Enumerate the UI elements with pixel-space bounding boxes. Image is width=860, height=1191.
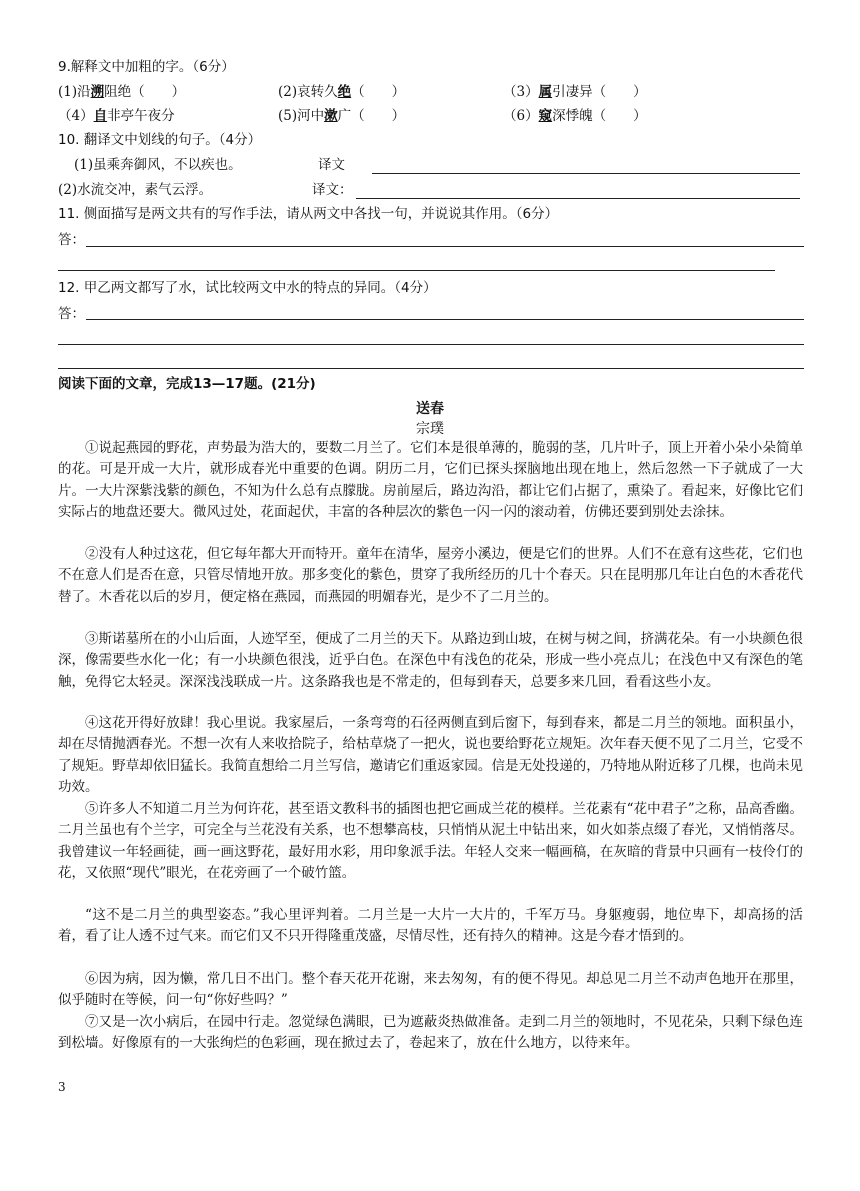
article-paragraph-3: ③斯诺墓所在的小山后面，人迹罕至，便成了二月兰的天下。从路边到山坡，在树与树之间，挤满花朵。有一小块颜色很深，像需要些水化一化；有一小块颜色很浅，近乎白色。在深色中有浅色的花朵，形成一些小亮点儿；在浅色中又有深色的笔触，免得它太轻灵。深深浅浅联成一片。这条路我也是不常走的，但每到春天，总要多来几回，看看这些小友。 (58, 631, 803, 690)
q9-stem: 9.解释文中加粗的字。（6分） (58, 59, 235, 75)
q9-item-6-pre: （6） (503, 108, 539, 124)
article-paragraph-5: ⑤许多人不知道二月兰为何许花，甚至语文教科书的插图也把它画成兰花的模样。兰花素有“花中君子”之称，品高香幽。二月兰虽也有个兰字，可完全与兰花没有关系，也不想攀高枝，只悄悄从泥土中钻出来，如火如荼点缀了春光，又悄悄落尽。我曾建议一年轻画徒，画一画这野花，最好用水彩，用印象派手法。年轻人交来一幅画稿，在灰暗的背景中只画有一枝伶仃的花，又依照“现代”眼光，在花旁画了一个破竹篮。 (58, 801, 803, 882)
q9-item-1-bold: 溯 (90, 84, 105, 100)
q9-item-4 (58, 106, 175, 126)
article-paragraph-7: ⑦又是一次小病后，在园中行走。忽觉绿色满眼，已为遮蔽炎热做准备。走到二月兰的领地时，不见花朵，只剩下绿色连到松墙。好像原有的一大张绚烂的色彩画，现在掀过去了，卷起来了，放在什么地方，以待来年。 (58, 1014, 803, 1052)
q9-item-1-pre: (1)沿 (58, 84, 91, 100)
q9-item-2-pre: (2)哀转久 (278, 84, 338, 100)
q10-label-2: 译文： (312, 182, 353, 198)
q9-item-1-post: 阻绝（ ） (104, 84, 186, 100)
article-paragraph-1: ①说起燕园的野花，声势最为浩大的，要数二月兰了。它们本是很单薄的，脆弱的茎，几片叶子，顶上开着小朵小朵简单的花。可是开成一大片，就形成春光中重要的色调。阴历二月，它们已探头探脑地出现在地上，然后忽然一下子就成了一大片。一大片深紫浅紫的颜色，不知为什么总有点朦胧。房前屋后，路边沟沿，都让它们占据了，熏染了。看起来，好像比它们实际占的地盘还要大。微风过处，花面起伏，丰富的各种层次的紫色一闪一闪的滚动着，仿佛还要到别处去涂抹。 (58, 440, 803, 521)
article-paragraph-6: ⑥因为病，因为懒，常几日不出门。整个春天花开花谢，来去匆匆，有的便不得见。却总见二月兰不动声色地开在那里，似乎随时在等候，问一句“你好些吗？” (58, 971, 803, 1009)
q11-stem: 11. 侧面描写是两文共有的写作手法，请从两文中各找一句，并说说其作用。（6分） (58, 206, 559, 222)
q11-answer-line-2 (58, 270, 775, 271)
q9-item-5-pre: (5)河中 (278, 108, 325, 124)
q11-answer-label: 答： (58, 232, 85, 248)
q9-item-3-bold: 属 (538, 84, 553, 100)
article-paragraph-5b: “这不是二月兰的典型姿态。”我心里评判着。二月兰是一大片一大片的，千军万马。身躯瘦弱，地位卑下，却高扬的活着，看了让人透不过气来。而它们又不只开得隆重茂盛，尽情尽性，还有持久的精神。这是今春才悟到的。 (58, 907, 803, 945)
q12-stem: 12. 甲乙两文都写了水，试比较两文中水的特点的异同。（4分） (58, 280, 437, 296)
q11-answer-line-1 (86, 246, 804, 247)
q12-answer-label: 答： (58, 306, 85, 322)
q9-item-6-post: 深悸魄（ ） (552, 108, 647, 124)
q10-answer-line-1 (372, 173, 800, 174)
q9-item-4-bold: 自 (93, 108, 108, 124)
article-paragraph-4: ④这花开得好放肆！我心里说。我家屋后，一条弯弯的石径两侧直到后窗下，每到春来，都是二月兰的领地。面积虽小，却在尽情抛洒春光。不想一次有人来收拾院子，给枯草烧了一把火，说也要给野花立规矩。次年春天便不见了二月兰，它受不了规矩。野草却依旧猛长。我简直想给二月兰写信，邀请它们重返家园。信是无处投递的，乃特地从附近移了几棵，也尚未见功效。 (58, 715, 803, 796)
page-number: 3 (58, 1080, 66, 1094)
article-title: 送春 (416, 401, 444, 417)
article-paragraph-2: ②没有人种过这花，但它每年都大开而特开。童年在清华，屋旁小溪边，便是它们的世界。人们不在意有这些花，它们也不在意人们是否在意，只管尽情地开放。那多变化的紫色，贯穿了我所经历的几十个春天。只在昆明那几年让白色的木香花代替了。木香花以后的岁月，便定格在燕园，而燕园的明媚春光，是少不了二月兰的。 (58, 546, 803, 605)
q9-item-6-bold: 窥 (538, 108, 553, 124)
q9-item-5-bold: 漱 (324, 108, 338, 124)
reading-instruction: 阅读下面的文章，完成13—17题。(21分) (58, 376, 316, 392)
q10-label-1: 译文 (318, 157, 345, 173)
article-author: 宗璞 (416, 421, 444, 437)
q12-answer-line-2 (58, 344, 804, 345)
q9-item-5-post: 广（ ） (337, 108, 406, 124)
q9-item-3-pre: （3） (503, 84, 539, 100)
q9-item-1 (58, 82, 185, 102)
q9-item-2-bold: 绝 (337, 84, 352, 100)
q10-sentence-1: (1)虽乘奔御风，不以疾也。 (74, 157, 242, 173)
q9-item-4-post: 非亭午夜分 (107, 108, 175, 124)
q10-stem: 10. 翻译文中划线的句子。（4分） (58, 132, 262, 148)
q12-answer-line-1 (86, 319, 804, 320)
q10-sentence-2: (2)水流交冲，素气云浮。 (58, 182, 213, 198)
q10-answer-line-2 (356, 198, 800, 199)
q9-item-3 (503, 82, 647, 102)
q9-item-5 (278, 106, 405, 126)
q12-answer-line-3 (58, 368, 804, 369)
q9-item-4-pre: （4） (58, 108, 94, 124)
q9-item-6 (503, 106, 647, 126)
q9-item-2 (278, 82, 405, 102)
q9-item-3-post: 引凄异（ ） (552, 84, 647, 100)
q9-item-2-post: （ ） (351, 84, 406, 100)
